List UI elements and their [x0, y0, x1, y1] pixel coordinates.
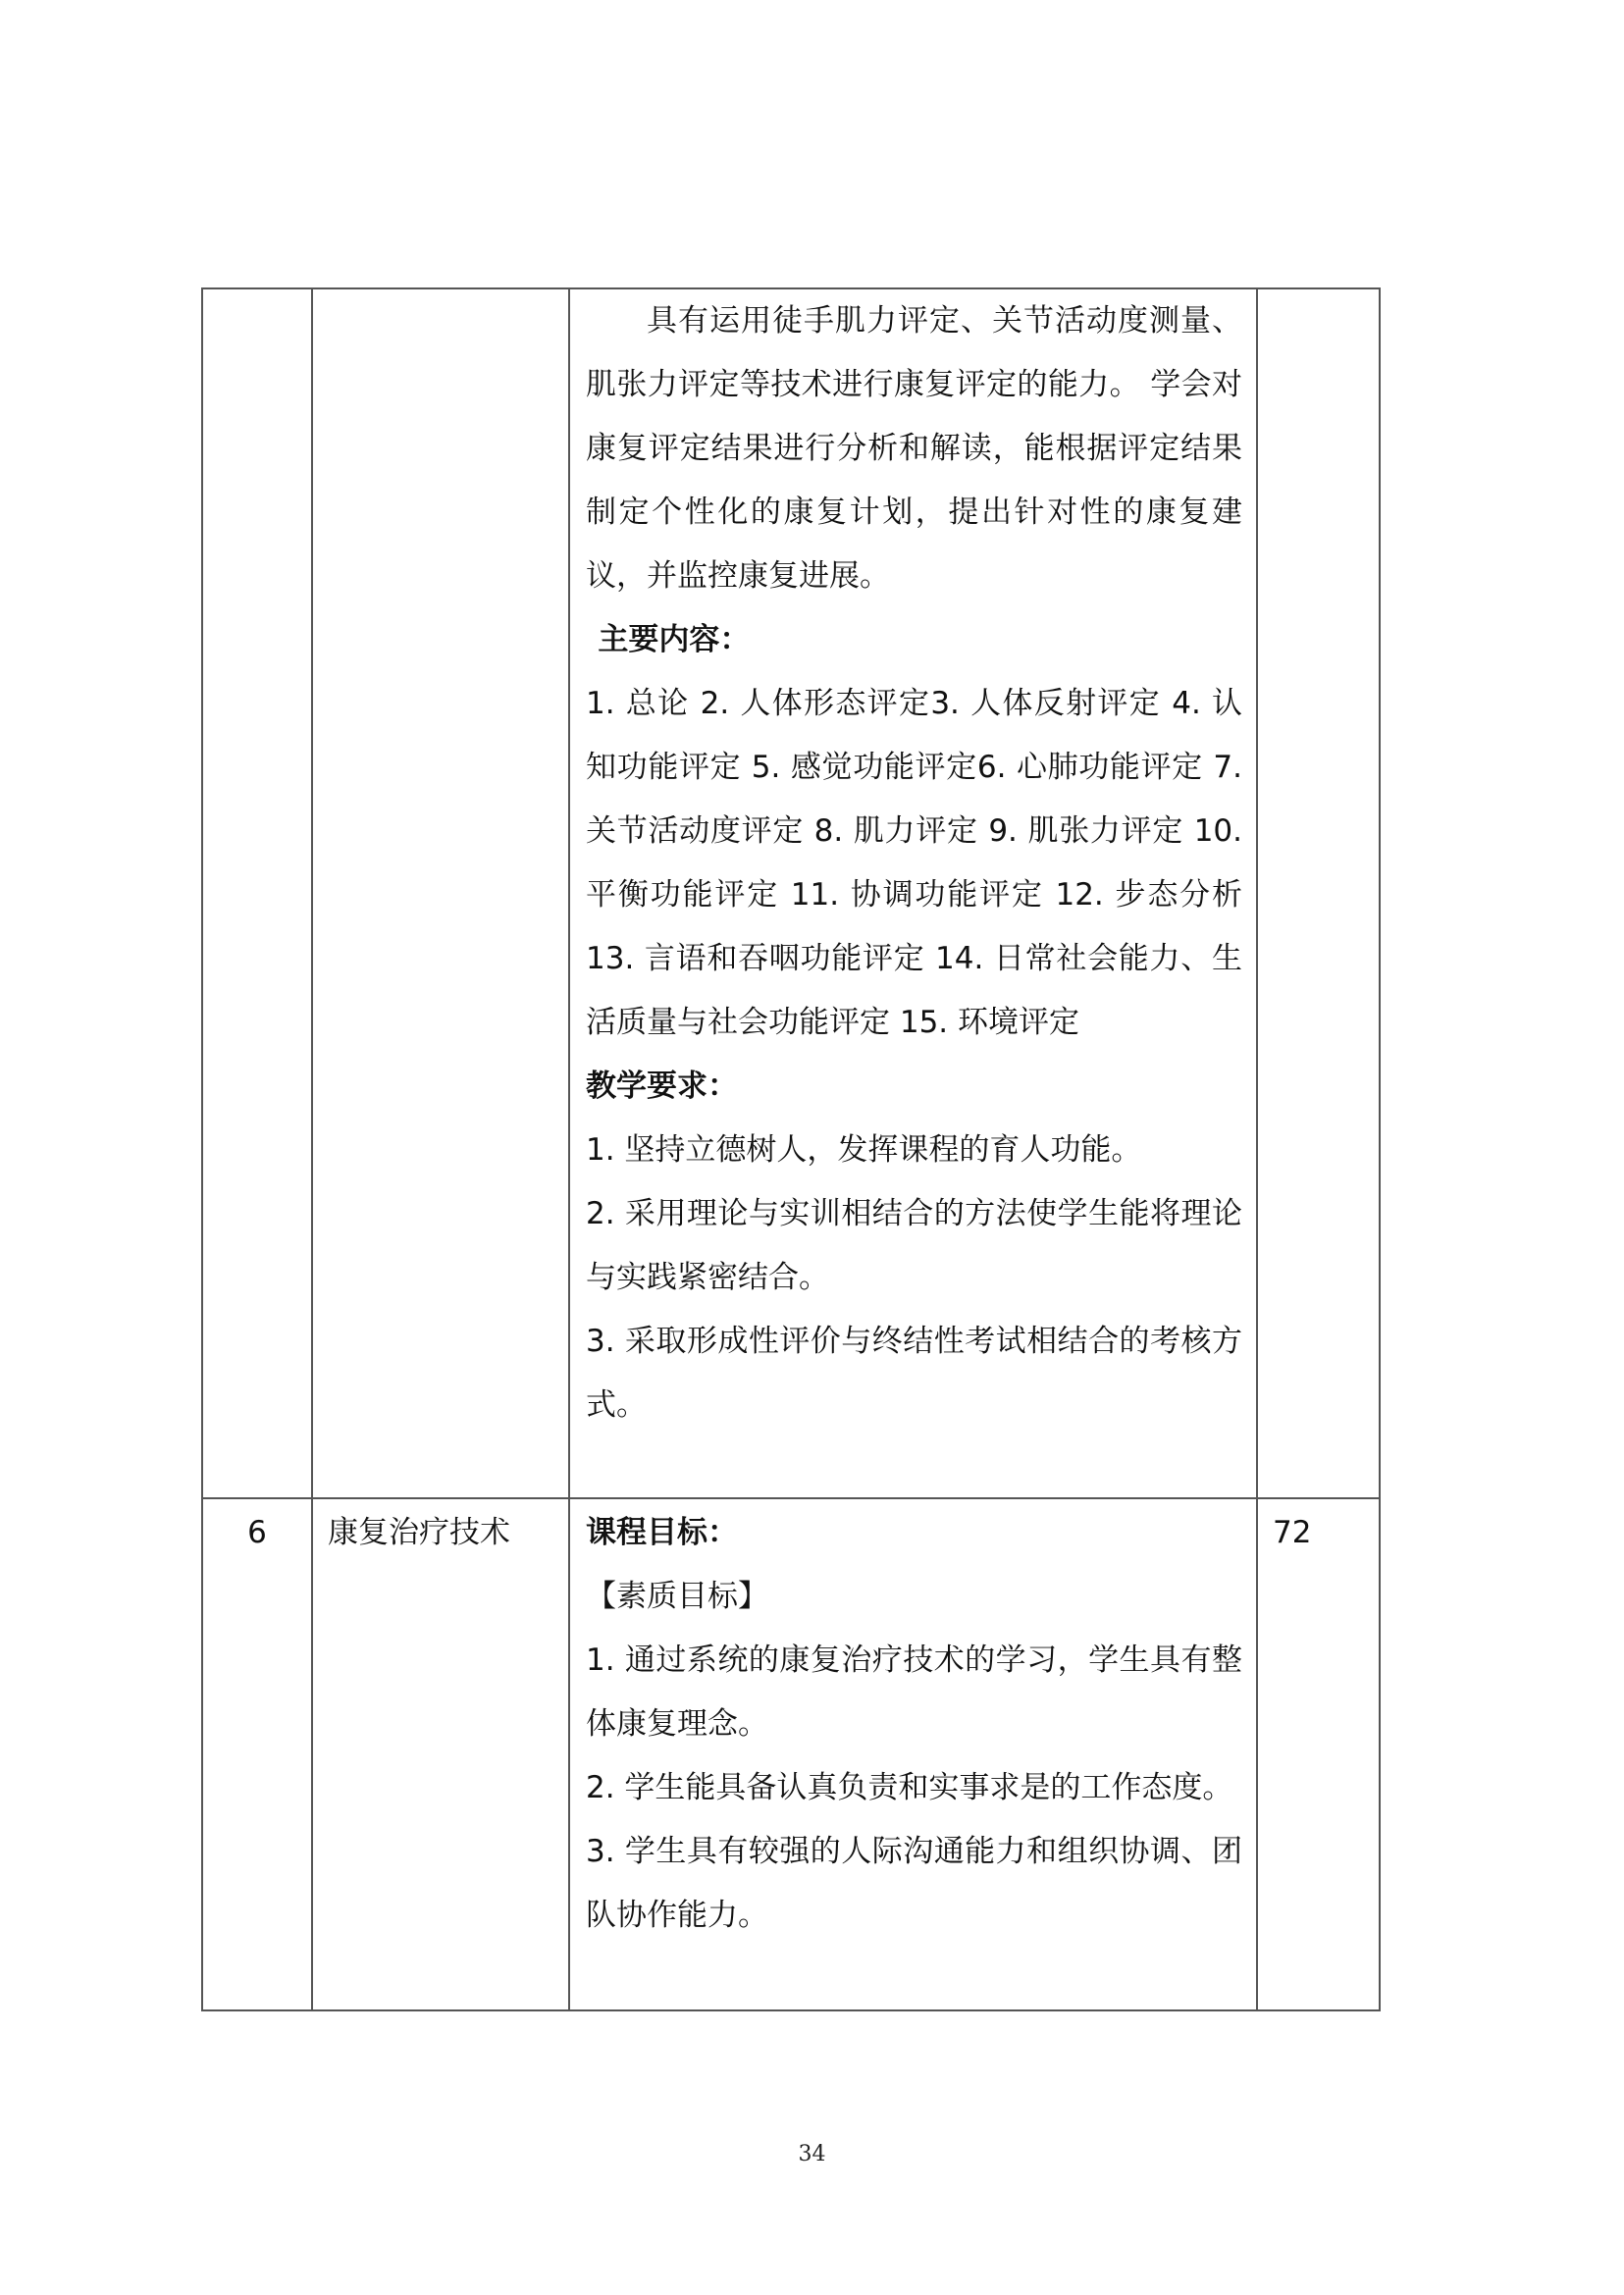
table-row	[202, 288, 1380, 1498]
course-table	[201, 287, 1381, 2011]
goal-item: 1. 通过系统的康复治疗技术的学习，学生具有整体康复理念。	[586, 1643, 1242, 1742]
goal-item: 2. 学生能具备认真负责和实事求是的工作态度。	[586, 1770, 1233, 1805]
course-name-cell: 康复治疗技术	[312, 1498, 569, 2010]
ability-paragraph: 具有运用徒手肌力评定、关节活动度测量、肌张力评定等技术进行康复评定的能力。 学会对康复评定结果进行分析和解读，能根据评定结果制定个性化的康复计划，提出针对性的康复建议，并监控康复进展。	[586, 303, 1242, 594]
course-content-cell	[569, 288, 1257, 1498]
page-number: 34	[798, 2142, 826, 2166]
requirement-item: 1. 坚持立德树人，发挥课程的育人功能。	[586, 1132, 1142, 1168]
course-content-cell	[569, 1498, 1257, 2010]
course-hours-cell: 72	[1257, 1498, 1380, 2010]
quality-goal-heading: 【素质目标】	[586, 1579, 768, 1614]
goal-item: 3. 学生具有较强的人际沟通能力和组织协调、团队协作能力。	[586, 1834, 1242, 1933]
course-number-cell: 6	[202, 1498, 312, 2010]
teaching-requirements-heading: 教学要求：	[586, 1069, 738, 1104]
table-row	[202, 1498, 1380, 2010]
course-number-cell	[202, 288, 312, 1498]
main-content-heading: 主要内容：	[598, 622, 751, 657]
course-goal-heading: 课程目标：	[586, 1515, 738, 1550]
requirement-item: 3. 采取形成性评价与终结性考试相结合的考核方式。	[586, 1324, 1242, 1423]
requirement-item: 2. 采用理论与实训相结合的方法使学生能将理论与实践紧密结合。	[586, 1196, 1242, 1295]
main-content-list: 1. 总论 2. 人体形态评定3. 人体反射评定 4. 认知功能评定 5. 感觉功能评定6. 心肺功能评定 7. 关节活动度评定 8. 肌力评定 9. 肌张力评定 10. 平衡功能评定 11. 协调功能评定 12. 步态分析 13. 言语和吞咽功能评定 14. 日常社会能力、生活质量与社会功能评定 15. 环境评定	[586, 686, 1242, 1040]
course-hours-cell	[1257, 288, 1380, 1498]
course-name-cell	[312, 288, 569, 1498]
